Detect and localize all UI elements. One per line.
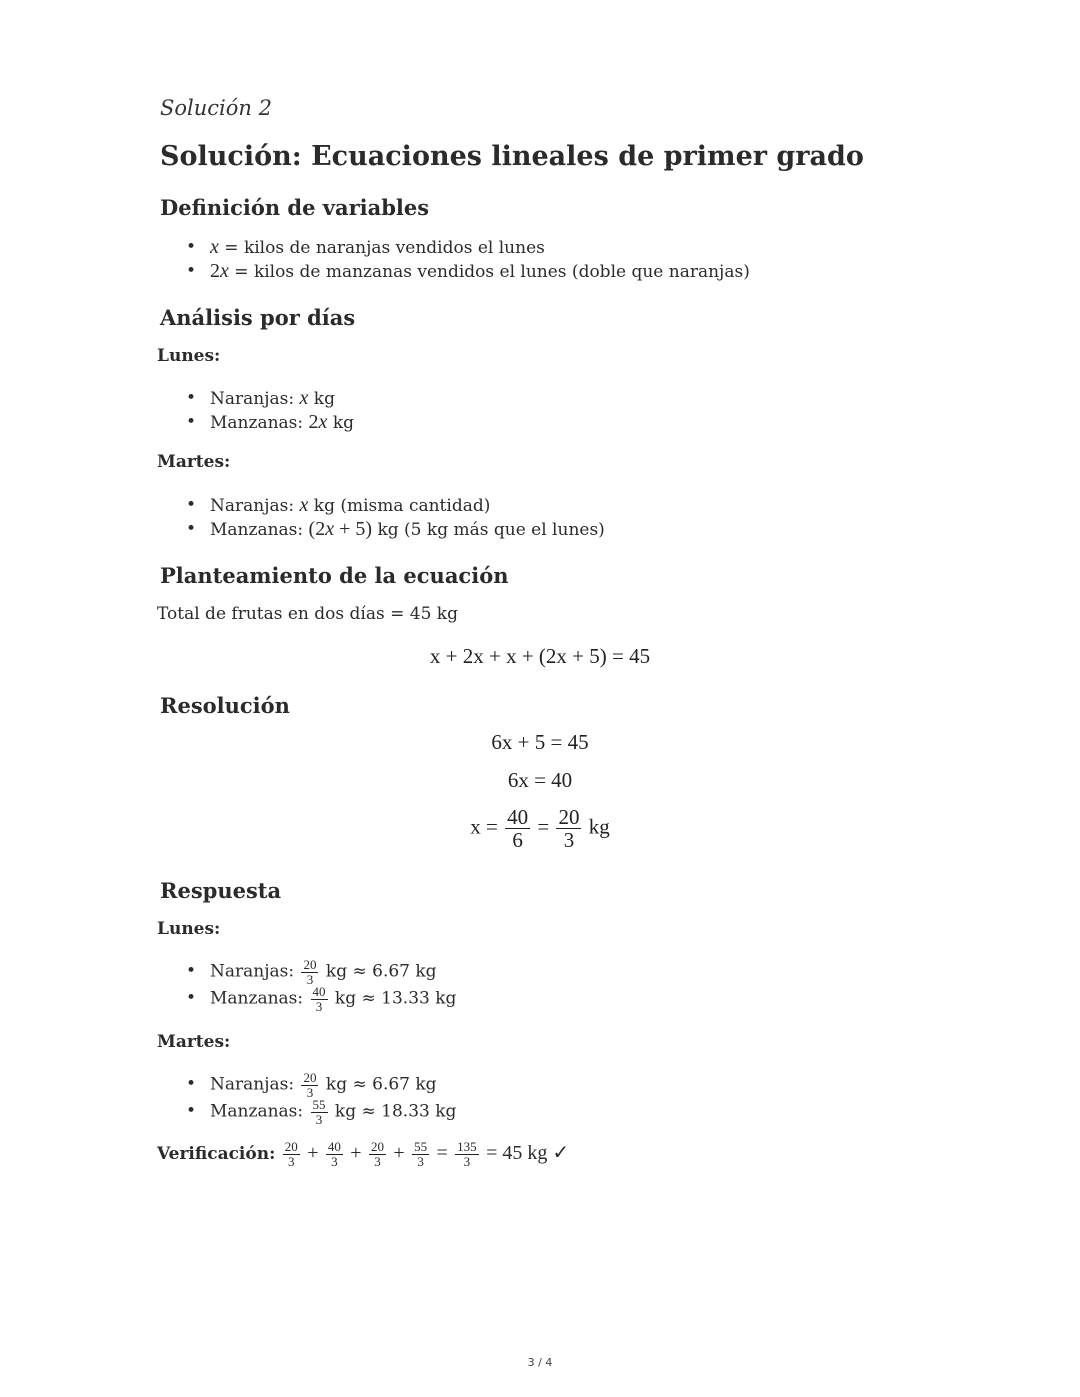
page-title: Solución: Ecuaciones lineales de primer grado	[160, 141, 864, 172]
list-item: • 2x = kilos de manzanas vendidos el lunes (doble que naranjas)	[0, 259, 750, 283]
solution-label: Solución 2	[160, 96, 272, 120]
analisis-martes-label: Martes:	[157, 452, 231, 472]
resolucion-eq2: 6x = 40	[507, 768, 573, 792]
verificacion-line: Verificación: $\frac{20}{3}$ + $\frac{40}{3}$ + $\frac{20}{3}$ + $\frac{55}{3}$ = $\frac{135}{3}$ = 45 kg ✓	[157, 1139, 570, 1169]
fraction: $\frac{40}{3}$	[312, 984, 326, 1014]
analisis-martes-list	[0, 493, 605, 541]
respuesta-lunes-label: Lunes:	[157, 919, 221, 939]
fraction: $\frac{20}{3}$	[303, 1070, 317, 1100]
list-item: • Manzanas: (2x + 5) kg (5 kg más que el lunes)	[0, 517, 605, 541]
fraction: $\frac{40}{3}$	[327, 1139, 341, 1169]
resolucion-eq3: x = $\frac{40}{6}$ = $\frac{20}{3}$ kg	[470, 805, 610, 853]
fraction: $\frac{135}{3}$	[457, 1139, 477, 1169]
list-item: • Naranjas: x kg (misma cantidad)	[0, 493, 605, 517]
fraction: $\frac{40}{6}$	[507, 805, 529, 853]
verificacion-label: Verificación:	[157, 1144, 276, 1164]
fraction: $\frac{20}{3}$	[370, 1139, 384, 1169]
list-item: • Naranjas: $\frac{20}{3}$ kg ≈ 6.67 kg	[0, 958, 456, 985]
list-item: • Manzanas: $\frac{55}{3}$ kg ≈ 18.33 kg	[0, 1098, 456, 1125]
resolucion-eq1: 6x + 5 = 45	[491, 730, 589, 754]
respuesta-lunes-list	[0, 958, 456, 1012]
heading-planteamiento: Planteamiento de la ecuación	[160, 563, 509, 588]
heading-resolucion: Resolución	[160, 693, 290, 718]
list-item: • Manzanas: $\frac{40}{3}$ kg ≈ 13.33 kg	[0, 985, 456, 1012]
heading-analisis: Análisis por días	[160, 305, 356, 330]
list-item: • Manzanas: 2x kg	[0, 410, 354, 434]
fraction: $\frac{55}{3}$	[312, 1097, 326, 1127]
heading-definicion: Definición de variables	[160, 195, 430, 220]
analisis-lunes-list	[0, 386, 354, 434]
planteamiento-equation: x + 2x + x + (2x + 5) = 45	[429, 644, 651, 668]
page-number: 3 / 4	[527, 1356, 553, 1369]
fraction: $\frac{55}{3}$	[414, 1139, 428, 1169]
heading-respuesta: Respuesta	[160, 878, 282, 903]
list-item: • Naranjas: x kg	[0, 386, 354, 410]
list-item: • x = kilos de naranjas vendidos el lunes	[0, 235, 750, 259]
planteamiento-text: Total de frutas en dos días = 45 kg	[157, 604, 458, 624]
variables-list	[0, 235, 750, 283]
fraction: $\frac{20}{3}$	[303, 957, 317, 987]
fraction: $\frac{20}{3}$	[284, 1139, 298, 1169]
analisis-lunes-label: Lunes:	[157, 346, 221, 366]
fraction: $\frac{20}{3}$	[558, 805, 580, 853]
respuesta-martes-label: Martes:	[157, 1032, 231, 1052]
respuesta-martes-list	[0, 1071, 456, 1125]
list-item: • Naranjas: $\frac{20}{3}$ kg ≈ 6.67 kg	[0, 1071, 456, 1098]
